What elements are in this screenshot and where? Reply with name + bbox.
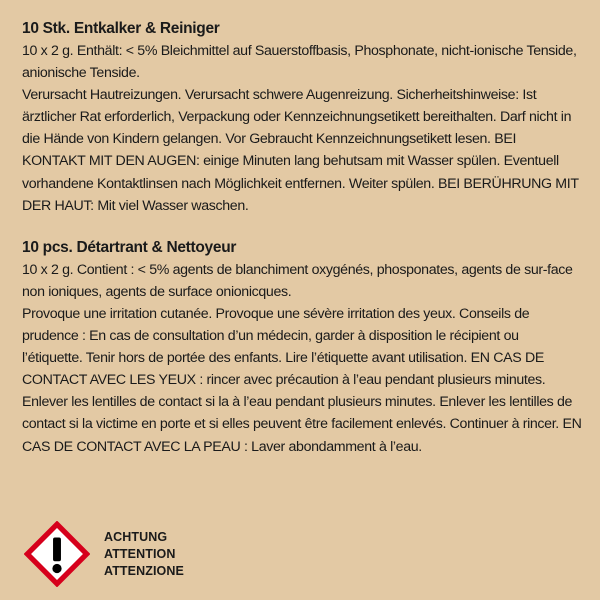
section-german <box>22 18 582 217</box>
warning-block <box>24 521 184 587</box>
signal-word-fr: ATTENTION <box>104 546 176 561</box>
contents-french: 10 x 2 g. Contient : < 5% agents de blanchiment oxygénés, phosponates, agents de sur-face non ioniques, agents de surface onionicques. <box>22 261 573 300</box>
signal-word-de: ACHTUNG <box>104 529 168 544</box>
title-french: 10 pcs. Détartrant & Nettoyeur <box>22 238 237 256</box>
hazard-text-french: Provoque une irritation cutanée. Provoque une sévère irritation des yeux. Conseils de prudence : En cas de consultation d’un médecin, garder à disposition le récipient ou l’étiquette. Tenir hors de portée des enfants. Lire l’étiquette avant utilisation. EN CAS DE CONTACT AVEC LES YEUX : rincer avec précaution à l’eau pendant plusieurs minutes. Enlever les lentilles de contact si la à l’eau pendant plusieurs minutes. Enlever les lentilles de contact si la victime en porte et si elles peuvent être facilement enlevés. Continuer à rincer. EN CAS DE CONTACT AVEC LA PEAU : Laver abondamment à l’eau. <box>22 305 582 455</box>
exclamation-mark-hazard-icon <box>24 521 90 587</box>
contents-german: 10 x 2 g. Enthält: < 5% Bleichmittel auf Sauerstoffbasis, Phosphonate, nicht-ionische Tenside, anionische Tenside. <box>22 43 577 82</box>
signal-word-it: ATTENZIONE <box>104 563 184 578</box>
title-german: 10 Stk. Entkalker & Reiniger <box>22 20 220 37</box>
section-french <box>22 237 582 458</box>
label-text <box>22 18 582 478</box>
signal-words <box>104 529 184 580</box>
hazard-text-german: Verursacht Hautreizungen. Verursacht schwere Augenreizung. Sicherheitshinweise: Ist ärztlicher Rat erforderlich, Verpackung oder Kennzeichnungsetikett bereithalten. Darf nicht in die Hände von Kindern gelangen. Vor Gebraucht Kennzeichnungsetikett lesen. BEI KONTAKT MIT DEN AUGEN: einige Minuten lang behutsam mit Wasser spülen. Eventuell vorhandene Kontaktlinsen nach Möglichkeit entfernen. Weiter spülen. BEI BERÜHRUNG MIT DER HAUT: Mit viel Wasser waschen. <box>22 87 579 214</box>
